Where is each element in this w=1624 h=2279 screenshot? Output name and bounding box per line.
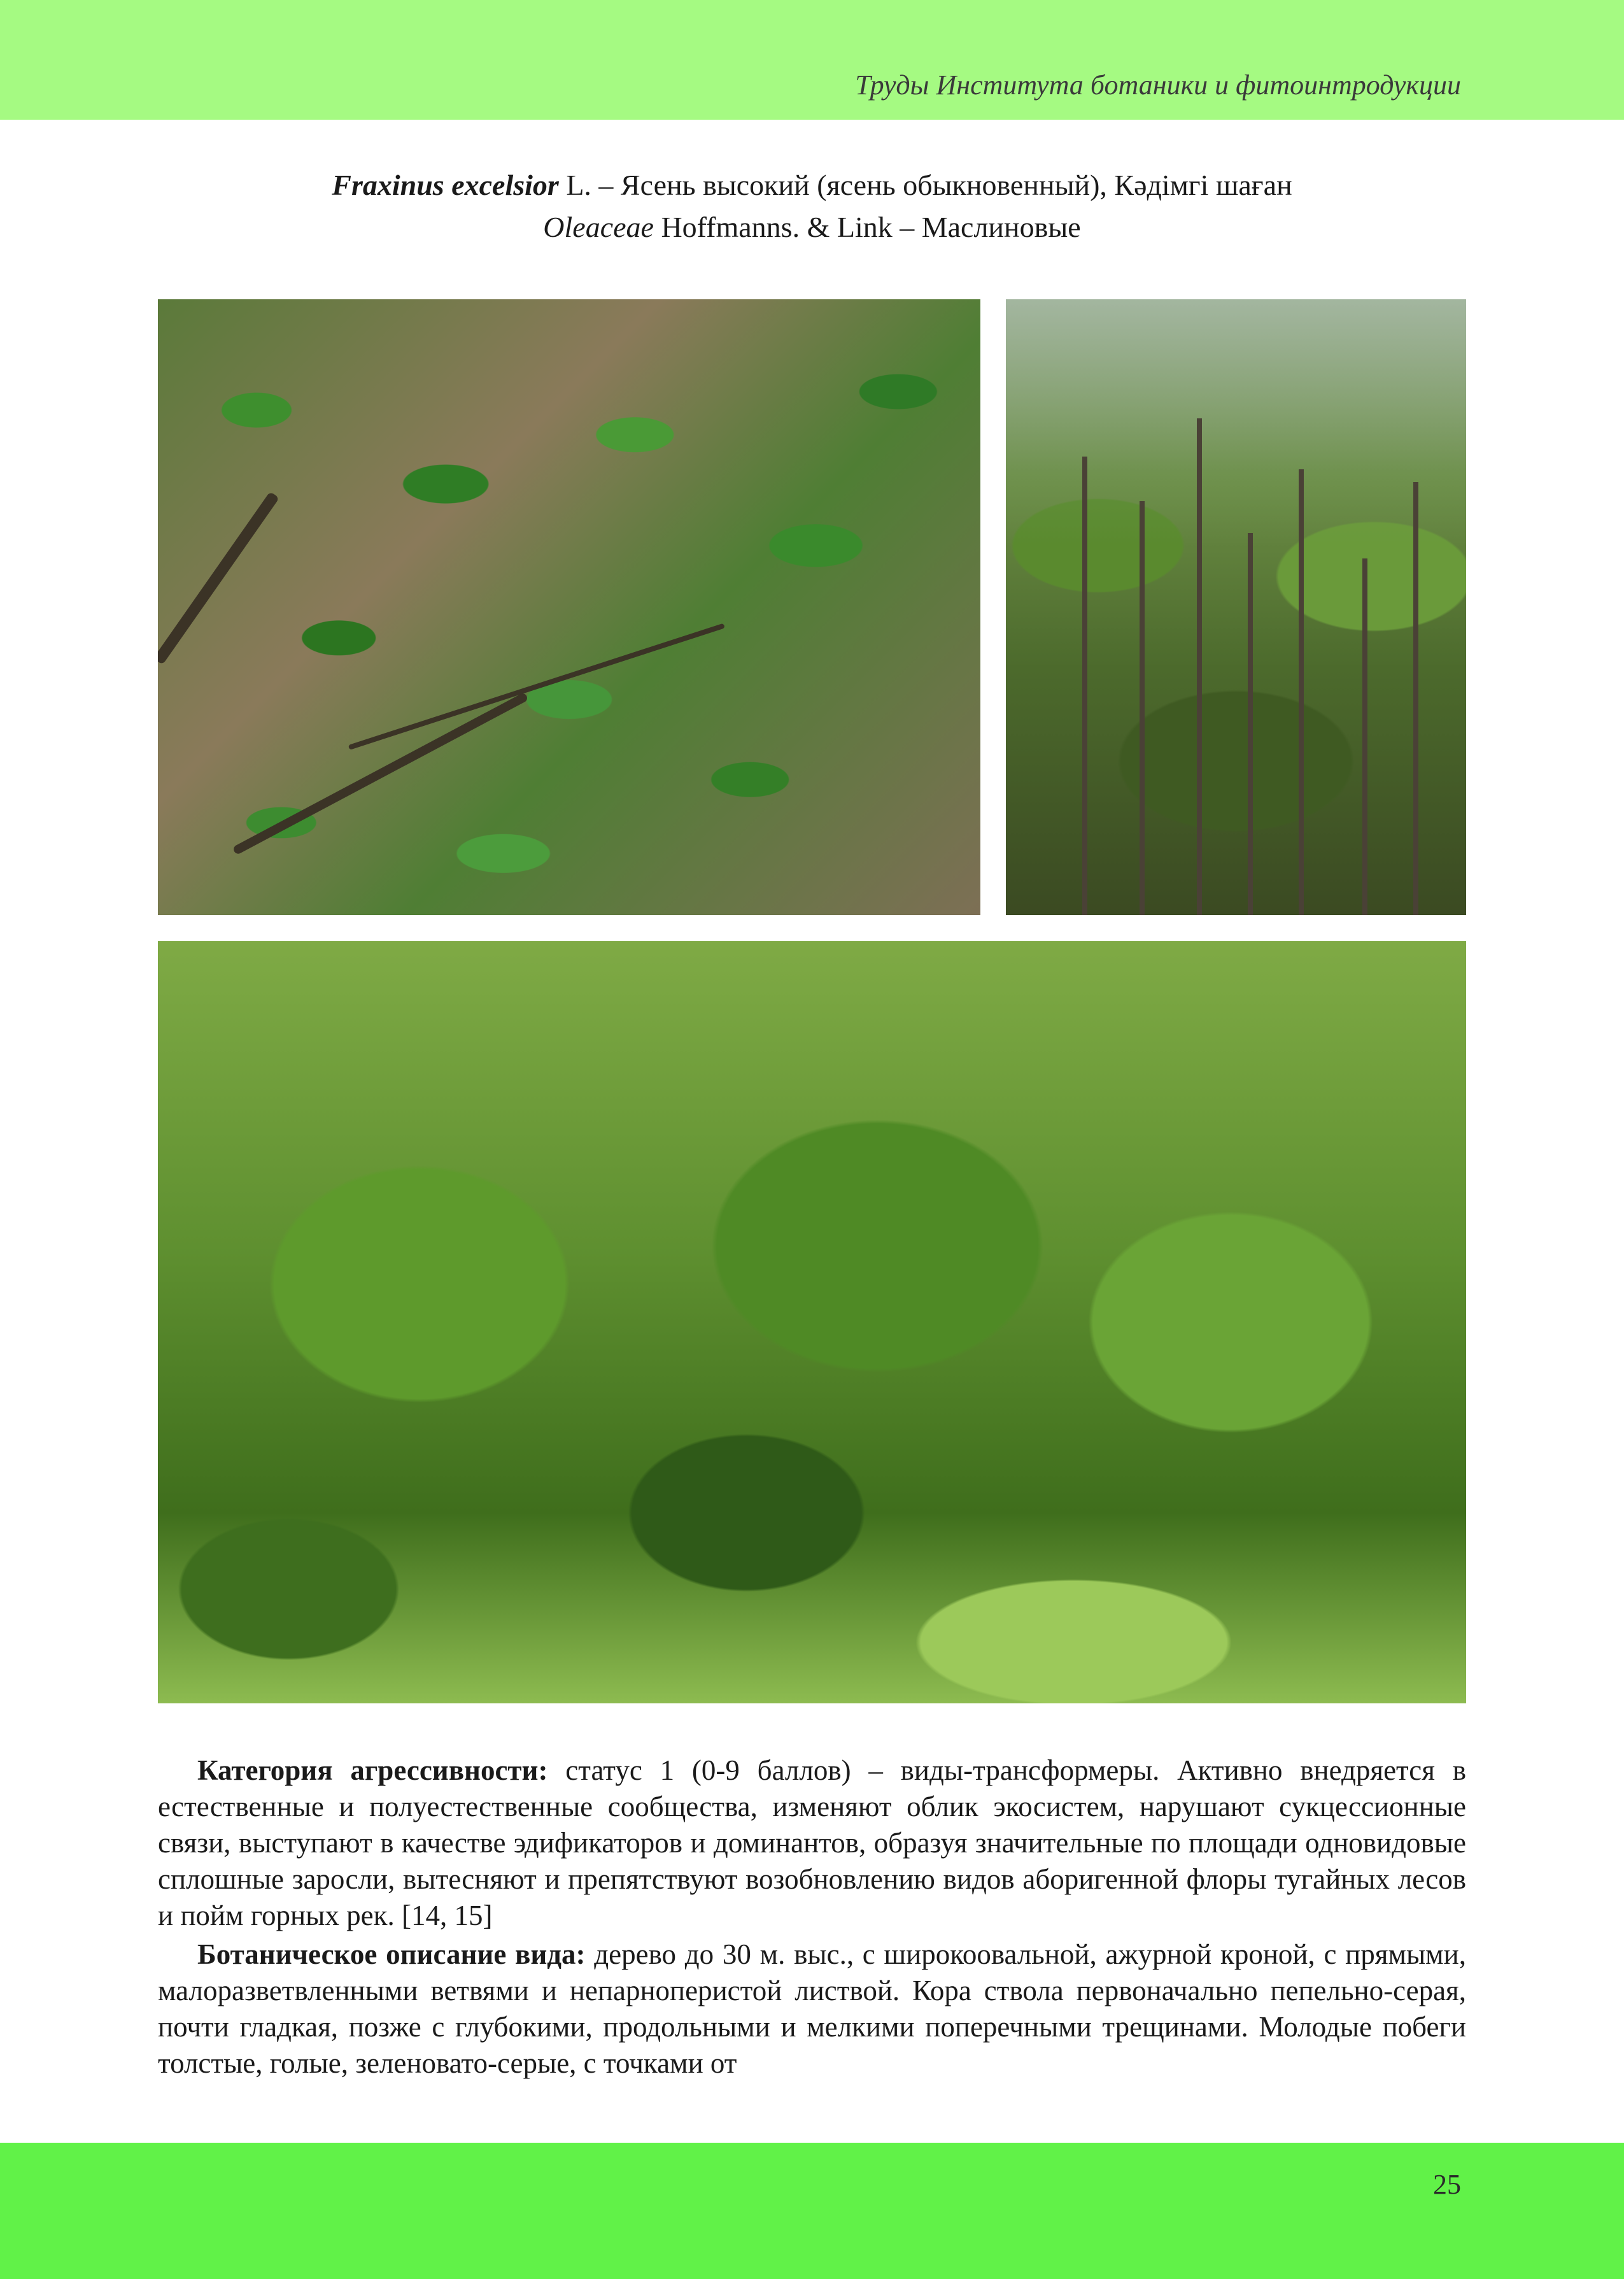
species-name-line [0,164,1624,206]
paragraph-text: дерево до 30 м. выс., с широкоовальной, ажурной кроной, с прямыми, малоразветвленными ветвями и непарноперистой листвой. Кора ствола первоначально пепельно-серая, почти гладкая, позже с глубокими, продольными и мелкими поперечными трещинами. Молодые побеги толстые, голые, зеленовато-серые, с точками от [158,1938,1466,2079]
paragraph-botanical-description [158,1936,1466,2082]
branch-shape [232,692,529,855]
body-text [158,1752,1466,2082]
family-line [0,206,1624,248]
journal-title: Труды Института ботаники и фитоинтродукции [855,69,1461,101]
species-common-names: L. – Ясень высокий (ясень обыкновенный), Кәдімгі шаған [558,169,1292,201]
branch-shape [158,492,279,665]
paragraph-text: статус 1 (0-9 баллов) – виды-трансформеры. Активно внедряется в естественные и полуестественные сообщества, изменяют облик экосистем, нарушают сукцессионные связи, выступают в качестве эдификаторов и доминантов, образуя значительные по площади одновидовые сплошные заросли, вытесняют и препятствуют возобновлению видов аборигенной флоры тугайных лесов и пойм горных рек. [14, 15] [158,1754,1466,1931]
trunk-shape [1413,482,1418,915]
trunk-shape [1082,457,1087,915]
trunk-shape [1197,418,1202,915]
species-latin-name: Fraxinus excelsior [332,169,559,201]
species-title-block [0,164,1624,248]
page-number: 25 [1433,2169,1461,2200]
paragraph-lead: Ботаническое описание вида: [197,1938,586,1970]
trunk-shape [1362,558,1367,915]
trunk-shape [1248,533,1253,915]
photo-dense-thicket [158,941,1466,1703]
trunk-shape [1299,469,1304,915]
paragraph-aggressiveness [158,1752,1466,1934]
family-rest: Hoffmanns. & Link – Маслиновые [653,211,1081,243]
family-latin-name: Oleaceae [543,211,654,243]
paragraph-lead: Категория агрессивности: [197,1754,548,1786]
twig-shape [348,623,725,750]
photo-young-trees-forest [1006,299,1466,915]
header-band [0,0,1624,120]
photo-leaves-closeup [158,299,980,915]
trunk-shape [1140,501,1145,915]
footer-band [0,2143,1624,2279]
